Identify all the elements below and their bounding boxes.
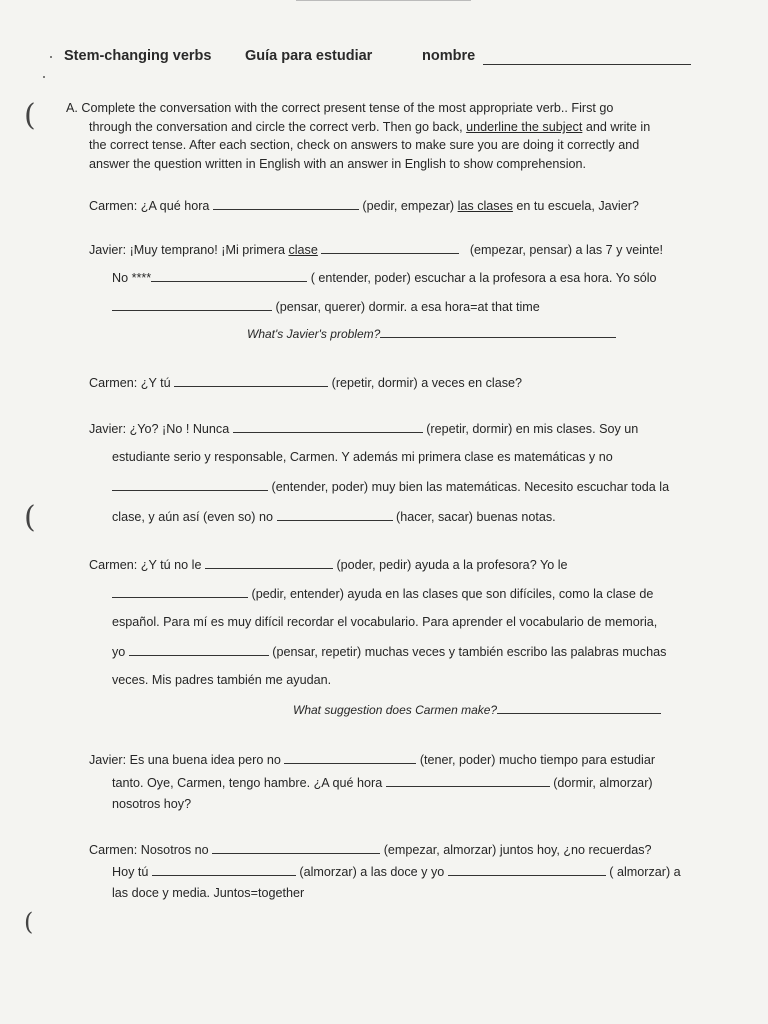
margin-bracket-mark: ( <box>24 908 34 936</box>
dialogue-line: Carmen: ¿Y tú no le (poder, pedir) ayuda a la profesora? Yo le <box>89 558 568 572</box>
answer-blank[interactable] <box>112 585 248 598</box>
scan-top-edge <box>296 0 471 1</box>
answer-blank[interactable] <box>386 774 550 787</box>
dialogue-line: (pensar, querer) dormir. a esa hora=at that time <box>112 298 540 315</box>
answer-blank[interactable] <box>112 478 268 491</box>
dialogue-line: nosotros hoy? <box>112 797 192 811</box>
dialogue-line: tanto. Oye, Carmen, tengo hambre. ¿A qué hora (dormir, almorzar) <box>112 776 653 790</box>
dialogue-line: Javier: Es una buena idea pero no (tener, poder) mucho tiempo para estudiar <box>89 753 656 767</box>
comprehension-question: What suggestion does Carmen make? <box>293 701 661 718</box>
answer-blank[interactable] <box>380 325 616 338</box>
answer-blank[interactable] <box>174 374 328 387</box>
answer-blank[interactable] <box>284 751 416 764</box>
instructions-line: through the conversation and circle the correct verb. Then go back, underline the subject and write in <box>89 120 651 134</box>
dialogue-line: español. Para mí es muy difícil recordar el vocabulario. Para aprender el vocabulario de memoria, <box>112 615 658 629</box>
answer-blank[interactable] <box>497 701 661 714</box>
dialogue-line: Javier: ¿Yo? ¡No ! Nunca (repetir, dormir) en mis clases. Soy un <box>89 422 639 436</box>
instructions-line: A. Complete the conversation with the correct present tense of the most appropriate verb.. First go <box>66 101 614 115</box>
answer-blank[interactable] <box>152 863 296 876</box>
scan-speck <box>50 56 52 58</box>
instructions-line: answer the question written in English with an answer in English to show comprehension. <box>89 157 587 171</box>
answer-blank[interactable] <box>205 556 333 569</box>
dialogue-line: veces. Mis padres también me ayudan. <box>112 673 332 687</box>
answer-blank[interactable] <box>277 508 393 521</box>
dialogue-line: Hoy tú (almorzar) a las doce y yo ( almorzar) a <box>112 865 681 879</box>
name-field[interactable] <box>483 64 691 65</box>
worksheet-subtitle: Guía para estudiar <box>245 48 373 64</box>
dialogue-line: Carmen: ¿A qué hora (pedir, empezar) las clases en tu escuela, Javier? <box>89 199 639 213</box>
answer-blank[interactable] <box>129 643 269 656</box>
dialogue-line: estudiante serio y responsable, Carmen. Y además mi primera clase es matemáticas y no <box>112 450 613 464</box>
answer-blank[interactable] <box>233 420 423 433</box>
dialogue-line: las doce y media. Juntos=together <box>112 886 305 900</box>
margin-bracket-mark: ( <box>24 500 36 535</box>
answer-blank[interactable] <box>212 841 380 854</box>
instructions-line: the correct tense. After each section, check on answers to make sure you are doing it correctly and <box>89 138 640 152</box>
dialogue-line: (entender, poder) muy bien las matemáticas. Necesito escuchar toda la <box>112 478 669 495</box>
dialogue-line: Carmen: ¿Y tú (repetir, dormir) a veces en clase? <box>89 376 523 390</box>
dialogue-line: yo (pensar, repetir) muchas veces y también escribo las palabras muchas <box>112 645 667 659</box>
name-label: nombre <box>422 48 476 64</box>
dialogue-line: Carmen: Nosotros no (empezar, almorzar) juntos hoy, ¿no recuerdas? <box>89 843 652 857</box>
answer-blank[interactable] <box>151 269 307 282</box>
dialogue-line: No **** ( entender, poder) escuchar a la profesora a esa hora. Yo sólo <box>112 271 657 285</box>
dialogue-line: Javier: ¡Muy temprano! ¡Mi primera clase (empezar, pensar) a las 7 y veinte! <box>89 243 664 257</box>
answer-blank[interactable] <box>112 298 272 311</box>
scan-speck <box>43 76 45 78</box>
worksheet-title: Stem-changing verbs <box>64 48 212 64</box>
dialogue-line: clase, y aún así (even so) no (hacer, sacar) buenas notas. <box>112 510 556 524</box>
answer-blank[interactable] <box>448 863 606 876</box>
answer-blank[interactable] <box>213 197 359 210</box>
dialogue-line: (pedir, entender) ayuda en las clases que son difíciles, como la clase de <box>112 585 653 602</box>
margin-bracket-mark: ( <box>24 98 36 133</box>
answer-blank[interactable] <box>321 241 459 254</box>
comprehension-question: What's Javier's problem? <box>247 325 616 342</box>
